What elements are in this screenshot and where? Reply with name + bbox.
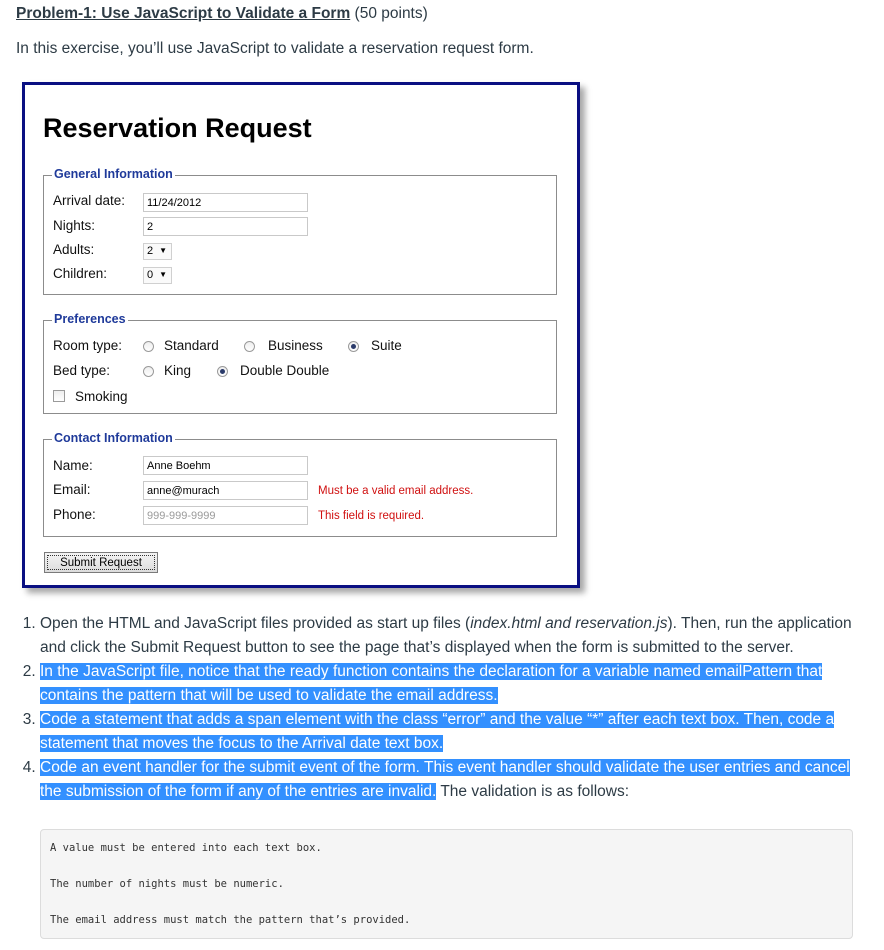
- name-input[interactable]: Anne Boehm: [143, 456, 308, 475]
- room-standard-radio[interactable]: [143, 341, 154, 352]
- step-2-text: In the JavaScript file, notice that the ready function contains the declaration for a variable named emailPattern that contains the pattern that will be used to validate the email address.: [40, 663, 823, 704]
- problem-heading: [16, 5, 428, 23]
- form-title: Reservation Request: [43, 113, 312, 143]
- preferences-fieldset: [43, 312, 557, 414]
- form-screenshot: [22, 82, 580, 588]
- step-1-text-end: ). Then, run the application and click the Submit Request button to see the page that’s displayed when the form is submitted to the server.: [40, 615, 852, 656]
- children-select[interactable]: [143, 267, 172, 284]
- nights-input[interactable]: 2: [143, 217, 308, 236]
- chevron-down-icon: ▼: [159, 246, 167, 255]
- step-1-text: Open the HTML and JavaScript files provided as start up files (: [40, 615, 471, 632]
- instruction-steps: [0, 612, 870, 804]
- name-label: Name:: [53, 458, 93, 473]
- list-item: [40, 756, 870, 804]
- general-info-legend: General Information: [54, 167, 173, 181]
- room-business-label: Business: [268, 338, 323, 353]
- contact-info-legend: Contact Information: [54, 431, 173, 445]
- email-label: Email:: [53, 482, 91, 497]
- validation-rule-3: The email address must match the pattern that’s provided.: [50, 914, 411, 926]
- step-1-filenames: index.html and reservation.js: [470, 615, 668, 632]
- adults-select-value: 2: [147, 245, 154, 257]
- problem-points: (50 points): [354, 5, 428, 22]
- arrival-date-label: Arrival date:: [53, 193, 126, 208]
- list-item: [40, 612, 870, 660]
- room-standard-label: Standard: [164, 338, 219, 353]
- bed-double-radio[interactable]: [217, 366, 228, 377]
- phone-input[interactable]: 999-999-9999: [143, 506, 308, 525]
- phone-label: Phone:: [53, 507, 96, 522]
- room-type-label: Room type:: [53, 338, 123, 353]
- general-info-fieldset: [43, 167, 557, 295]
- validation-rules-code: [40, 829, 853, 939]
- intro-text: In this exercise, you’ll use JavaScript to validate a reservation request form.: [16, 40, 534, 57]
- step-4-text-end: The validation is as follows:: [436, 783, 630, 800]
- children-label: Children:: [53, 266, 108, 281]
- children-select-value: 0: [147, 269, 154, 281]
- bed-double-label: Double Double: [240, 363, 330, 378]
- bed-king-label: King: [164, 363, 192, 378]
- validation-rule-1: A value must be entered into each text box.: [50, 842, 322, 854]
- chevron-down-icon: ▼: [159, 270, 167, 279]
- contact-info-fieldset: [43, 431, 557, 537]
- email-input[interactable]: anne@murach: [143, 481, 308, 500]
- email-error-message: Must be a valid email address.: [318, 485, 474, 497]
- arrival-date-input[interactable]: 11/24/2012: [143, 193, 308, 212]
- phone-error-message: This field is required.: [318, 510, 425, 522]
- smoking-label: Smoking: [75, 389, 128, 404]
- list-item: [40, 708, 870, 756]
- preferences-legend: Preferences: [54, 312, 126, 326]
- room-suite-label: Suite: [371, 338, 402, 353]
- submit-request-button[interactable]: Submit Request: [44, 552, 158, 573]
- adults-label: Adults:: [53, 242, 95, 257]
- step-3-text: Code a statement that adds a span element with the class “error” and the value “*” after each text box. Then, code a statement that moves the focus to the Arrival date text box.: [40, 711, 835, 752]
- bed-type-label: Bed type:: [53, 363, 111, 378]
- step-4-text: Code an event handler for the submit event of the form. This event handler should validate the user entries and cancel the submission of the form if any of the entries are invalid.: [40, 759, 850, 800]
- nights-label: Nights:: [53, 218, 96, 233]
- room-suite-radio[interactable]: [348, 341, 359, 352]
- problem-title: Problem-1: Use JavaScript to Validate a Form: [16, 5, 351, 22]
- bed-king-radio[interactable]: [143, 366, 154, 377]
- validation-rule-2: The number of nights must be numeric.: [50, 878, 284, 890]
- room-business-radio[interactable]: [244, 341, 255, 352]
- smoking-checkbox[interactable]: [53, 390, 65, 402]
- list-item: [40, 660, 870, 708]
- adults-select[interactable]: [143, 243, 172, 260]
